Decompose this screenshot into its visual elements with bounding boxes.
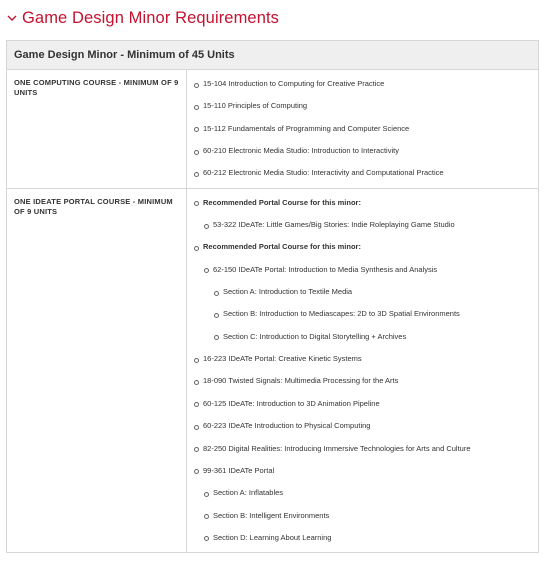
list-item [187, 482, 538, 504]
course-link[interactable]: Section C: Introduction to Digital Storytelling + Archives [223, 331, 407, 341]
course-link[interactable]: 15-112 Fundamentals of Programming and Computer Science [203, 123, 410, 133]
course-link[interactable]: 15-110 Principles of Computing [203, 101, 308, 111]
list-item [187, 370, 538, 392]
course-list-cell [187, 70, 539, 189]
list-note [187, 236, 538, 258]
list-item [187, 303, 538, 325]
course-link[interactable]: 60-212 Electronic Media Studio: Interactivity and Computational Practice [203, 168, 444, 178]
list-item [187, 214, 538, 236]
course-link[interactable]: 60-125 IDeATe: Introduction to 3D Animation Pipeline [203, 398, 380, 408]
list-item [187, 73, 538, 95]
requirements-table [6, 40, 539, 553]
course-link[interactable]: Section B: Intelligent Environments [213, 510, 330, 520]
course-link[interactable]: Section A: Introduction to Textile Media [223, 287, 353, 297]
list-item [187, 140, 538, 162]
course-link[interactable]: 16-223 IDeATe Portal: Creative Kinetic Systems [203, 354, 362, 364]
list-item [187, 393, 538, 415]
note-text: Recommended Portal Course for this minor: [203, 242, 361, 252]
section-title: Game Design Minor Requirements [22, 8, 280, 27]
list-note [187, 192, 538, 214]
course-link[interactable]: 60-210 Electronic Media Studio: Introduction to Interactivity [203, 146, 399, 156]
course-link[interactable]: Section A: Inflatables [213, 488, 284, 498]
list-item [187, 95, 538, 117]
list-item [187, 326, 538, 348]
list-item [187, 438, 538, 460]
list-item [187, 259, 538, 281]
course-link[interactable]: 82-250 Digital Realities: Introducing Immersive Technologies for Arts and Culture [203, 443, 471, 453]
table-header-row [7, 41, 539, 70]
note-text: Recommended Portal Course for this minor: [203, 197, 361, 207]
table-row [7, 188, 539, 553]
course-link[interactable]: 15-104 Introduction to Computing for Creative Practice [203, 79, 385, 88]
course-link[interactable]: Section B: Introduction to Mediascapes: 2D to 3D Spatial Environments [223, 309, 460, 319]
course-list [187, 192, 538, 550]
table-row [7, 70, 539, 189]
list-item [187, 505, 538, 527]
course-link[interactable]: 62-150 IDeATe Portal: Introduction to Media Synthesis and Analysis [213, 264, 438, 274]
course-link[interactable]: 60-223 IDeATe Introduction to Physical Computing [203, 421, 371, 431]
list-item [187, 415, 538, 437]
list-item [187, 460, 538, 482]
requirement-label: ONE COMPUTING COURSE - MINIMUM OF 9 UNITS [7, 70, 187, 189]
list-item [187, 281, 538, 303]
list-item [187, 527, 538, 549]
requirement-label: ONE IDEATE PORTAL COURSE - MINIMUM OF 9 UNITS [7, 188, 187, 553]
table-header: Game Design Minor - Minimum of 45 Units [7, 41, 539, 70]
course-list [187, 73, 538, 185]
list-item [187, 162, 538, 184]
chevron-down-icon [6, 12, 18, 24]
course-link[interactable]: Section D: Learning About Learning [213, 532, 332, 542]
section-toggle[interactable] [0, 0, 549, 30]
list-item [187, 118, 538, 140]
course-link[interactable]: 18-090 Twisted Signals: Multimedia Processing for the Arts [203, 376, 399, 386]
course-link[interactable]: 99-361 IDeATe Portal [203, 465, 275, 475]
list-item [187, 348, 538, 370]
course-list-cell [187, 188, 539, 553]
course-link[interactable]: 53-322 IDeATe: Little Games/Big Stories: Indie Roleplaying Game Studio [213, 220, 455, 230]
